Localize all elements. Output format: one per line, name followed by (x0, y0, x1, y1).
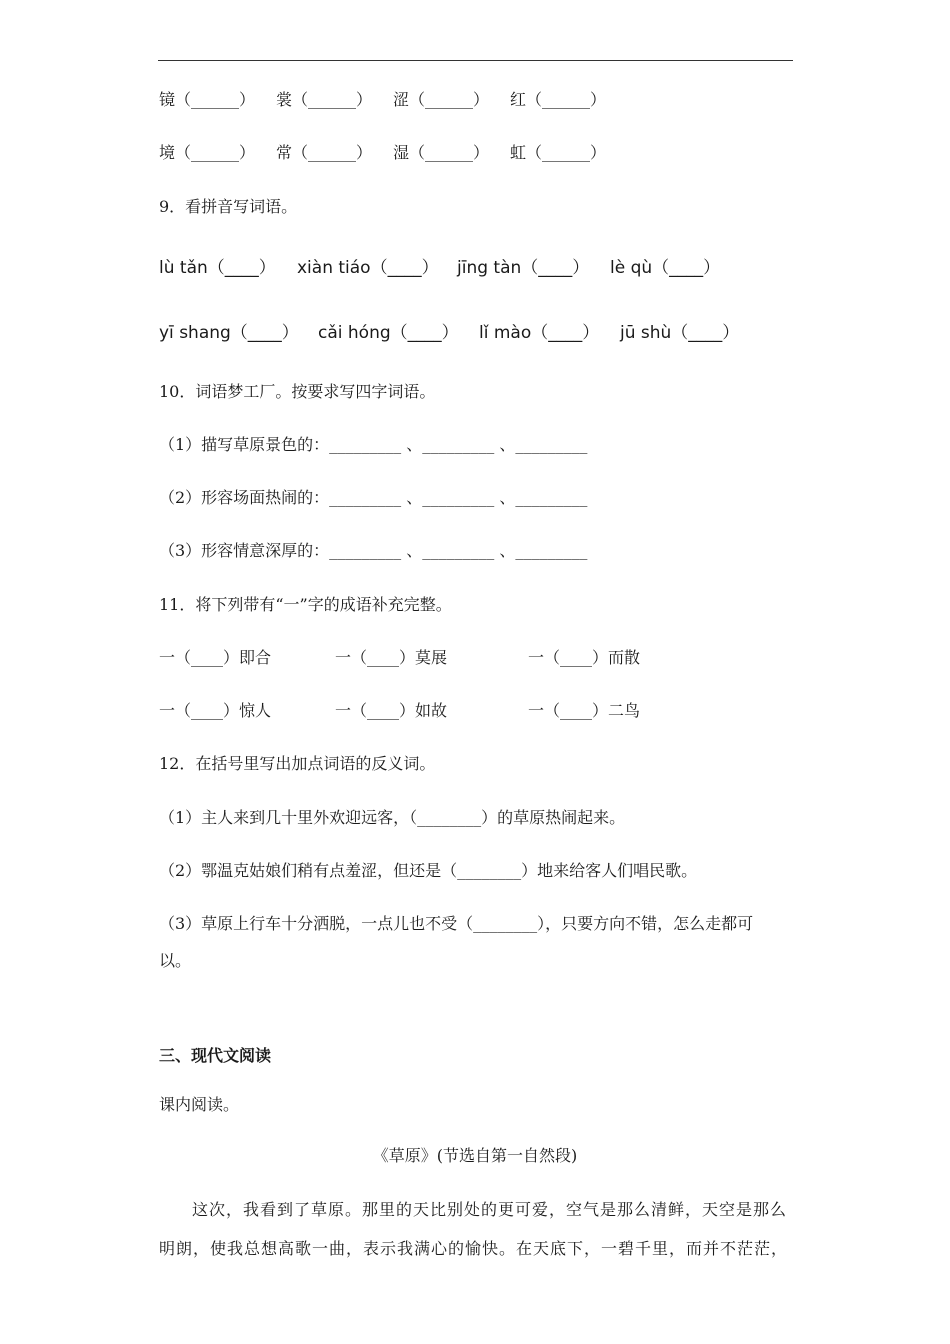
q8-item: 裳（______） (276, 90, 373, 109)
q11-idiom: 一（____）即合 (159, 648, 272, 667)
passage-line: 明朗，使我总想高歌一曲，表示我满心的愉快。在天底下，一碧千里，而并不茫茫， (159, 1239, 789, 1258)
q11-idiom: 一（____）莫展 (335, 648, 448, 667)
q11-idiom: 一（____）二鸟 (528, 701, 641, 720)
q9-pinyin-item: jū shù（____） (620, 323, 740, 343)
q9-pinyin-item: cǎi hóng（____） (318, 323, 459, 343)
q12-item: （1）主人来到几十里外欢迎远客，（________）的草原热闹起来。 (159, 808, 626, 827)
section-heading: 三、现代文阅读 (159, 1046, 272, 1065)
q10-item: （1）描写草原景色的：_________ 、_________ 、_________ (159, 435, 588, 454)
q12-item: （3）草原上行车十分洒脱，一点儿也不受（________），只要方向不错，怎么走都可 (159, 914, 754, 933)
q10-item: （2）形容场面热闹的：_________ 、_________ 、_________ (159, 488, 588, 507)
q8-item: 境（______） (159, 143, 256, 162)
q9-pinyin-item: lù tǎn（____） (159, 258, 276, 278)
q8-item: 常（______） (276, 143, 373, 162)
q9-pinyin-item: xiàn tiáo（____） (297, 258, 439, 278)
q9-pinyin-item: jīng tàn（____） (457, 258, 590, 278)
header-rule (158, 60, 793, 61)
passage-title: 《草原》(节选自第一自然段) (372, 1146, 578, 1165)
passage-line: 这次，我看到了草原。那里的天比别处的更可爱，空气是那么清鲜，天空是那么 (192, 1200, 788, 1219)
section-intro: 课内阅读。 (159, 1095, 240, 1114)
q12-item: （2）鄂温克姑娘们稍有点羞涩，但还是（________）地来给客人们唱民歌。 (159, 861, 698, 880)
q8-item: 红（______） (510, 90, 607, 109)
q10-title: 10．词语梦工厂。按要求写四字词语。 (159, 382, 436, 401)
q8-item: 涩（______） (393, 90, 490, 109)
q10-item: （3）形容情意深厚的：_________ 、_________ 、_________ (159, 541, 588, 560)
q8-item: 虹（______） (510, 143, 607, 162)
q9-pinyin-item: lǐ mào（____） (479, 323, 600, 343)
q12-item-continuation: 以。 (159, 951, 192, 970)
q11-idiom: 一（____）而散 (528, 648, 641, 667)
q11-title: 11．将下列带有“一”字的成语补充完整。 (159, 595, 452, 614)
q9-title: 9．看拼音写词语。 (159, 197, 298, 216)
q9-pinyin-item: lè qù（____） (610, 258, 721, 278)
q8-item: 湿（______） (393, 143, 490, 162)
q11-idiom: 一（____）惊人 (159, 701, 272, 720)
q9-pinyin-item: yī shang（____） (159, 323, 299, 343)
q11-idiom: 一（____）如故 (335, 701, 448, 720)
q8-item: 镜（______） (159, 90, 256, 109)
q12-title: 12．在括号里写出加点词语的反义词。 (159, 754, 436, 773)
